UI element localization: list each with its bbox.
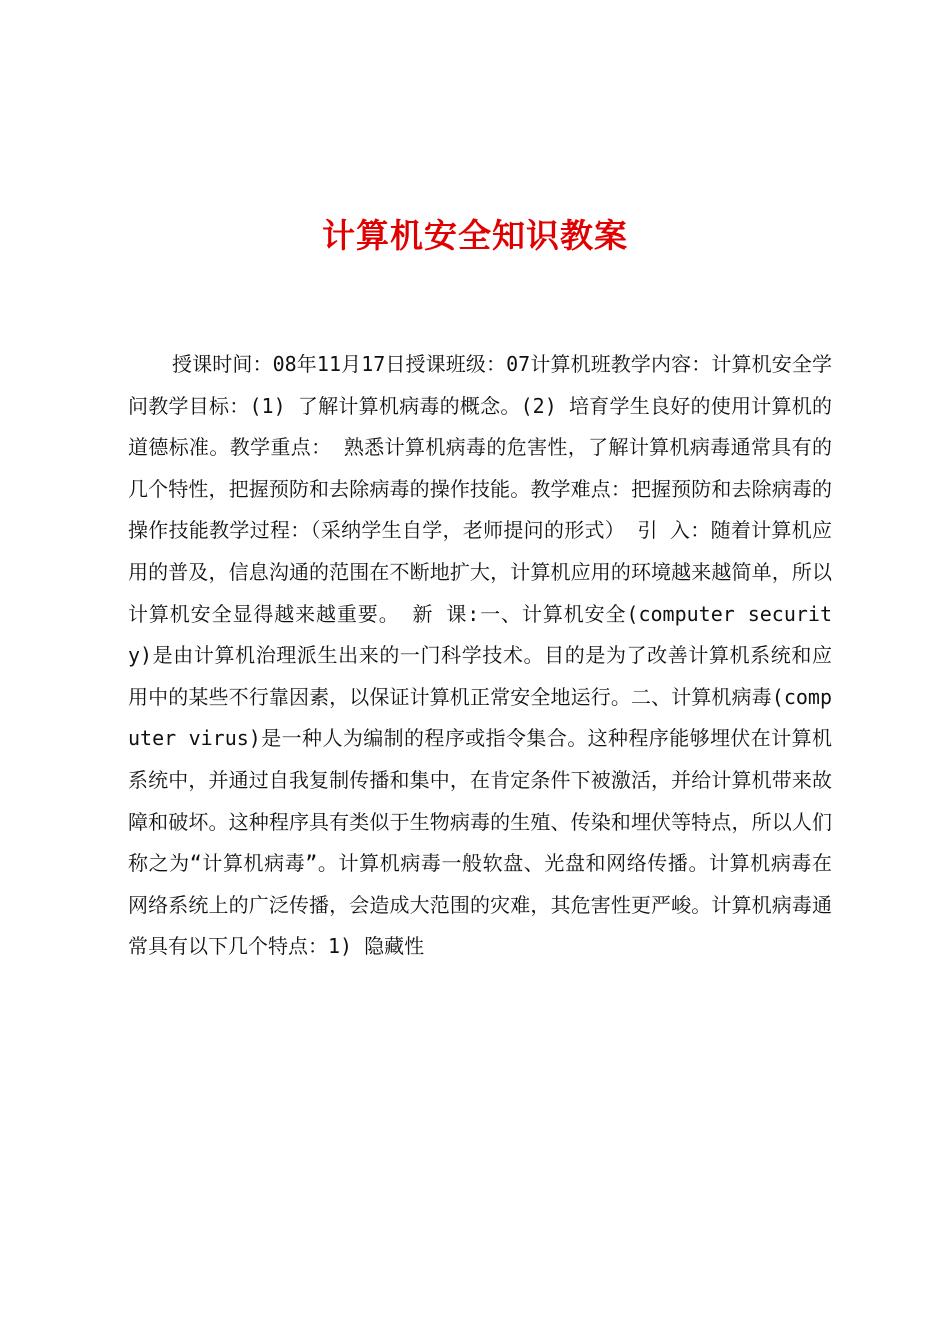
document-title: 计算机安全知识教案 <box>322 216 628 255</box>
document-body-paragraph: 授课时间：08年11月17日授课班级：07计算机班教学内容：计算机安全学问教学目标：(1) 了解计算机病毒的概念。(2) 培育学生良好的使用计算机的道德标准。教学重点： 熟悉计算机病毒的危害性，了解计算机病毒通常具有的几个特性，把握预防和去除病毒的操作技能。教学难点：把握预防和去除病毒的操作技能教学过程：（采纳学生自学，老师提问的形式） 引 入：随着计算机应用的普及，信息沟通的范围在不断地扩大，计算机应用的环境越来越简单，所以计算机安全显得越来越重要。 新 课:一、计算机安全(computer security)是由计算机治理派生出来的一门科学技术。目的是为了改善计算机系统和应用中的某些不行靠因素，以保证计算机正常安全地运行。二、计算机病毒(computer virus)是一种人为编制的程序或指令集合。这种程序能够埋伏在计算机系统中，并通过自我复制传播和集中，在肯定条件下被激活，并给计算机带来故障和破坏。这种程序具有类似于生物病毒的生殖、传染和埋伏等特点，所以人们称之为“计算机病毒”。计算机病毒一般软盘、光盘和网络传播。计算机病毒在网络系统上的广泛传播，会造成大范围的灾难，其危害性更严峻。计算机病毒通常具有以下几个特点：1) 隐藏性 <box>128 352 832 959</box>
